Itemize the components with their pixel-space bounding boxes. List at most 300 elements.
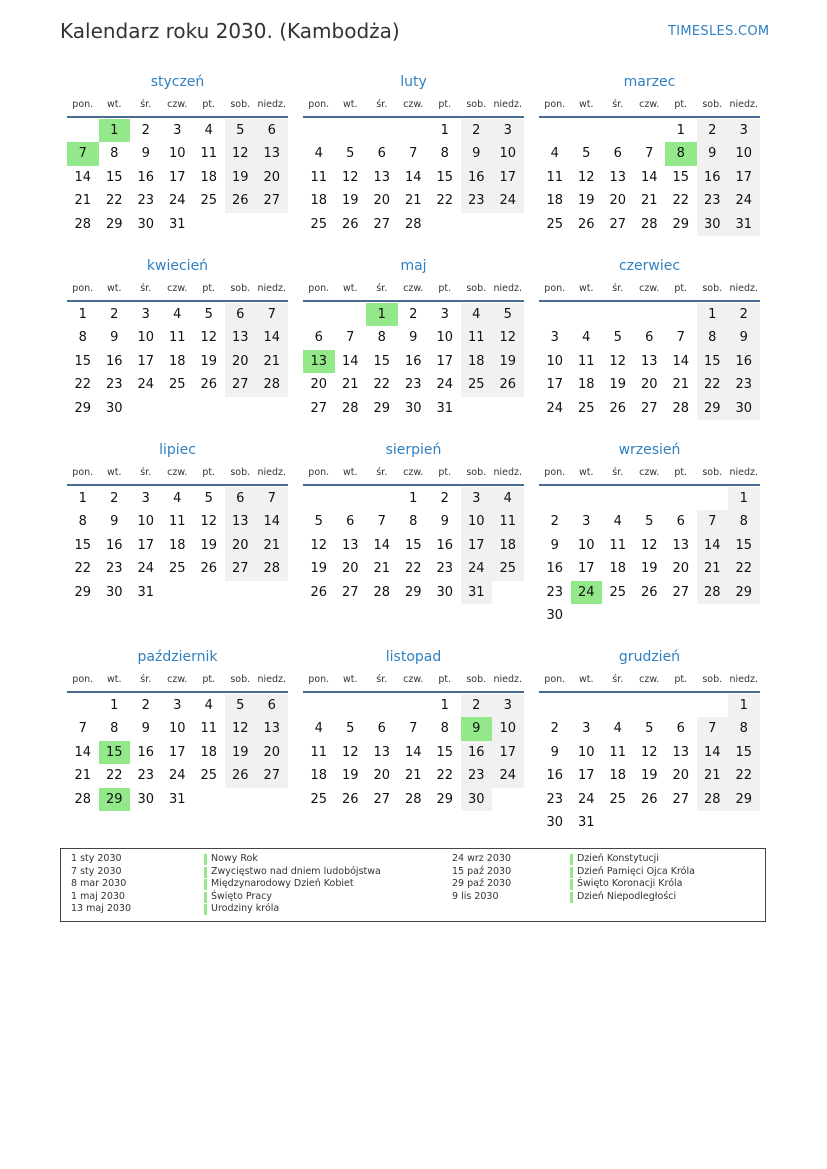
day-cell: 15: [436, 169, 454, 185]
empty-cell: [398, 694, 430, 717]
day-cell: 4: [173, 491, 182, 506]
day-cell: 22: [728, 764, 760, 787]
day-cell: 10: [577, 744, 595, 760]
day-cell: 1: [728, 487, 760, 510]
day-cell: 18: [577, 377, 595, 393]
empty-cell: [366, 694, 398, 717]
day-cell: 28: [341, 400, 359, 416]
weekday-label: wt.: [342, 283, 358, 294]
day-cell: 24: [168, 768, 186, 784]
day-cell: 6: [676, 514, 685, 530]
day-cell: 23: [105, 377, 123, 393]
day-cell: 21: [74, 768, 92, 784]
day-cell: 15: [74, 353, 92, 369]
header-divider: [539, 300, 760, 302]
day-cell: 14: [74, 744, 92, 760]
holiday-day-cell: 24: [571, 581, 603, 604]
legend-names-right: [570, 853, 695, 903]
day-cell: 27: [373, 791, 391, 807]
day-cell: 20: [672, 768, 690, 784]
day-cell: 11: [200, 721, 218, 737]
day-cell: 5: [204, 491, 213, 506]
weekday-header: [303, 462, 524, 484]
day-cell: 16: [697, 166, 729, 189]
day-cell: 28: [697, 581, 729, 604]
day-cell: 21: [74, 193, 92, 209]
day-cell: 14: [697, 741, 729, 764]
day-cell: 5: [204, 307, 213, 322]
legend-date: 24 wrz 2030: [452, 853, 511, 864]
day-cell: 25: [577, 400, 595, 416]
day-cell: 4: [582, 330, 591, 346]
day-cell: 10: [728, 142, 760, 165]
weekday-label: śr.: [140, 283, 152, 294]
day-cell: 3: [141, 491, 150, 506]
day-cell: 23: [546, 791, 564, 807]
day-cell: 31: [168, 216, 186, 232]
day-cell: 6: [645, 330, 654, 346]
day-cell: 9: [728, 326, 760, 349]
day-cell: 18: [461, 350, 493, 373]
day-cell: 30: [461, 788, 493, 811]
day-cell: 12: [640, 537, 658, 553]
weekday-label: śr.: [612, 99, 624, 110]
day-cell: 14: [697, 534, 729, 557]
day-cell: 13: [373, 169, 391, 185]
day-cell: 28: [256, 557, 288, 580]
day-cell: 13: [672, 537, 690, 553]
day-cell: 6: [256, 694, 288, 717]
month-block: [539, 254, 760, 420]
day-cell: 13: [609, 169, 627, 185]
day-cell: 2: [461, 119, 493, 142]
header-divider: [539, 691, 760, 693]
legend-holiday-name: Nowy Rok: [204, 853, 381, 866]
weekday-label: niedz.: [729, 99, 759, 110]
day-cell: 28: [373, 584, 391, 600]
empty-cell: [634, 119, 666, 142]
header-divider: [67, 691, 288, 693]
weekday-label: śr.: [376, 674, 388, 685]
month-block: [303, 70, 524, 236]
day-cell: 15: [373, 353, 391, 369]
weekday-label: wt.: [578, 674, 594, 685]
day-cell: 7: [377, 514, 386, 530]
day-cell: 6: [377, 146, 386, 162]
day-cell: 25: [609, 791, 627, 807]
day-cell: 12: [341, 169, 359, 185]
day-cell: 13: [256, 717, 288, 740]
weekday-label: sob.: [702, 467, 723, 478]
day-cell: 3: [582, 514, 591, 530]
day-cell: 19: [640, 768, 658, 784]
day-cell: 7: [256, 303, 288, 326]
day-cell: 28: [697, 788, 729, 811]
weekday-label: niedz.: [493, 283, 523, 294]
day-cell: 23: [105, 561, 123, 577]
day-cell: 17: [436, 353, 454, 369]
weekday-label: pon.: [72, 99, 94, 110]
empty-cell: [571, 694, 603, 717]
day-cell: 12: [225, 142, 257, 165]
weekday-label: niedz.: [257, 99, 287, 110]
day-cell: 21: [341, 377, 359, 393]
weekday-label: pon.: [308, 674, 330, 685]
weekday-label: pon.: [72, 674, 94, 685]
holiday-day-cell: 9: [461, 717, 493, 740]
day-cell: 11: [200, 146, 218, 162]
legend-holiday-name: Międzynarodowy Dzień Kobiet: [204, 878, 381, 891]
empty-cell: [303, 487, 335, 510]
day-cell: 18: [546, 193, 564, 209]
day-cell: 24: [492, 189, 524, 212]
day-cell: 20: [310, 377, 328, 393]
day-cell: 7: [256, 487, 288, 510]
day-cell: 12: [492, 326, 524, 349]
weekday-header: [539, 669, 760, 691]
weekday-header: [67, 278, 288, 300]
weekday-label: czw.: [639, 467, 660, 478]
day-cell: 16: [137, 169, 155, 185]
day-cell: 27: [672, 791, 690, 807]
month-name: sierpień: [385, 442, 442, 458]
day-cell: 23: [137, 768, 155, 784]
brand-link[interactable]: TIMESLES.COM: [668, 24, 770, 39]
day-cell: 7: [676, 330, 685, 346]
day-cell: 14: [672, 353, 690, 369]
day-cell: 9: [440, 514, 449, 530]
day-cell: 2: [409, 307, 418, 322]
empty-cell: [303, 119, 335, 142]
weekday-label: śr.: [140, 674, 152, 685]
day-cell: 19: [200, 537, 218, 553]
day-cell: 26: [200, 561, 218, 577]
weekday-header: [67, 94, 288, 116]
day-cell: 5: [225, 119, 257, 142]
weekday-header: [539, 278, 760, 300]
month-block: [67, 70, 288, 236]
days-grid: [303, 694, 524, 811]
weekday-label: czw.: [403, 467, 424, 478]
header-divider: [67, 300, 288, 302]
empty-cell: [602, 487, 634, 510]
weekday-label: pon.: [544, 99, 566, 110]
day-cell: 2: [550, 514, 559, 530]
month-name: lipiec: [159, 442, 196, 458]
day-cell: 6: [377, 721, 386, 737]
day-cell: 11: [461, 326, 493, 349]
weekday-label: wt.: [106, 467, 122, 478]
month-block: [539, 438, 760, 627]
day-cell: 15: [728, 741, 760, 764]
day-cell: 14: [256, 326, 288, 349]
day-cell: 15: [728, 534, 760, 557]
day-cell: 2: [440, 491, 449, 506]
day-cell: 31: [436, 400, 454, 416]
day-cell: 27: [225, 373, 257, 396]
day-cell: 30: [546, 607, 564, 623]
day-cell: 6: [676, 721, 685, 737]
day-cell: 25: [168, 377, 186, 393]
page-title: Kalendarz roku 2030. (Kambodża): [60, 19, 400, 43]
day-cell: 11: [546, 169, 564, 185]
weekday-label: pon.: [308, 99, 330, 110]
legend-holiday-name: Zwycięstwo nad dniem ludobójstwa: [204, 866, 381, 879]
weekday-label: czw.: [639, 99, 660, 110]
empty-cell: [335, 694, 367, 717]
day-cell: 15: [105, 169, 123, 185]
month-name: październik: [137, 649, 218, 665]
day-cell: 15: [74, 537, 92, 553]
day-cell: 26: [640, 791, 658, 807]
day-cell: 2: [697, 119, 729, 142]
day-cell: 9: [141, 146, 150, 162]
day-cell: 22: [74, 561, 92, 577]
empty-cell: [665, 694, 697, 717]
empty-cell: [303, 694, 335, 717]
day-cell: 29: [697, 397, 729, 420]
days-grid: [539, 487, 760, 627]
weekday-label: wt.: [342, 467, 358, 478]
legend-holiday-name: Dzień Konstytucji: [570, 853, 695, 866]
day-cell: 18: [609, 768, 627, 784]
weekday-label: pon.: [544, 467, 566, 478]
day-cell: 12: [640, 744, 658, 760]
day-cell: 12: [200, 330, 218, 346]
day-cell: 7: [409, 146, 418, 162]
day-cell: 18: [310, 768, 328, 784]
header-divider: [67, 116, 288, 118]
day-cell: 8: [377, 330, 386, 346]
day-cell: 24: [168, 193, 186, 209]
day-cell: 24: [137, 377, 155, 393]
weekday-label: czw.: [403, 283, 424, 294]
day-cell: 30: [546, 814, 564, 830]
day-cell: 26: [310, 584, 328, 600]
day-cell: 11: [492, 510, 524, 533]
day-cell: 2: [110, 307, 119, 322]
weekday-label: niedz.: [257, 467, 287, 478]
day-cell: 19: [609, 377, 627, 393]
day-cell: 29: [105, 216, 123, 232]
empty-cell: [335, 119, 367, 142]
day-cell: 11: [168, 514, 186, 530]
legend-date: 1 sty 2030: [71, 853, 122, 864]
day-cell: 23: [137, 193, 155, 209]
weekday-label: pon.: [308, 283, 330, 294]
day-cell: 4: [492, 487, 524, 510]
day-cell: 19: [577, 193, 595, 209]
empty-cell: [539, 303, 571, 326]
holiday-legend: [60, 848, 766, 922]
weekday-label: śr.: [612, 674, 624, 685]
day-cell: 26: [200, 377, 218, 393]
day-cell: 5: [582, 146, 591, 162]
day-cell: 18: [200, 744, 218, 760]
day-cell: 12: [609, 353, 627, 369]
day-cell: 29: [436, 791, 454, 807]
day-cell: 9: [550, 744, 559, 760]
empty-cell: [539, 694, 571, 717]
day-cell: 16: [728, 350, 760, 373]
legend-dates-right: [452, 853, 511, 903]
day-cell: 17: [577, 561, 595, 577]
day-cell: 31: [461, 581, 493, 604]
day-cell: 17: [577, 768, 595, 784]
day-cell: 7: [697, 717, 729, 740]
legend-holiday-name: Święto Koronacji Króla: [570, 878, 695, 891]
day-cell: 21: [697, 764, 729, 787]
legend-holiday-name: Dzień Pamięci Ojca Króla: [570, 866, 695, 879]
day-cell: 16: [105, 353, 123, 369]
day-cell: 2: [141, 698, 150, 713]
weekday-label: pt.: [674, 99, 688, 110]
day-cell: 18: [492, 534, 524, 557]
day-cell: 14: [640, 169, 658, 185]
empty-cell: [366, 119, 398, 142]
day-cell: 4: [613, 514, 622, 530]
day-cell: 22: [105, 768, 123, 784]
weekday-label: wt.: [106, 674, 122, 685]
day-cell: 20: [672, 561, 690, 577]
day-cell: 5: [645, 514, 654, 530]
day-cell: 1: [110, 698, 119, 713]
day-cell: 21: [697, 557, 729, 580]
weekday-label: pt.: [202, 99, 216, 110]
day-cell: 11: [310, 744, 328, 760]
empty-cell: [335, 303, 367, 326]
day-cell: 8: [110, 721, 119, 737]
weekday-label: pon.: [72, 467, 94, 478]
day-cell: 27: [609, 216, 627, 232]
header-divider: [539, 116, 760, 118]
day-cell: 30: [105, 584, 123, 600]
day-cell: 31: [577, 814, 595, 830]
weekday-label: śr.: [140, 467, 152, 478]
days-grid: [67, 694, 288, 811]
empty-cell: [335, 487, 367, 510]
day-cell: 6: [256, 119, 288, 142]
day-cell: 10: [168, 721, 186, 737]
day-cell: 13: [640, 353, 658, 369]
day-cell: 3: [492, 119, 524, 142]
day-cell: 2: [141, 123, 150, 138]
day-cell: 11: [609, 537, 627, 553]
day-cell: 6: [225, 303, 257, 326]
weekday-header: [539, 462, 760, 484]
day-cell: 29: [74, 400, 92, 416]
day-cell: 1: [409, 491, 418, 506]
holiday-day-cell: 29: [99, 788, 131, 811]
day-cell: 25: [310, 216, 328, 232]
weekday-label: czw.: [403, 99, 424, 110]
day-cell: 31: [728, 213, 760, 236]
weekday-label: pt.: [438, 99, 452, 110]
month-block: [67, 645, 288, 811]
day-cell: 30: [404, 400, 422, 416]
day-cell: 23: [697, 189, 729, 212]
weekday-label: wt.: [106, 283, 122, 294]
day-cell: 20: [373, 768, 391, 784]
weekday-header: [67, 669, 288, 691]
day-cell: 10: [137, 330, 155, 346]
weekday-label: sob.: [466, 674, 487, 685]
legend-date: 13 maj 2030: [71, 903, 132, 915]
day-cell: 16: [546, 561, 564, 577]
day-cell: 4: [314, 146, 323, 162]
day-cell: 19: [225, 166, 257, 189]
days-grid: [539, 303, 760, 420]
legend-date: 29 paź 2030: [452, 878, 512, 890]
day-cell: 15: [404, 537, 422, 553]
empty-cell: [366, 487, 398, 510]
empty-cell: [634, 694, 666, 717]
empty-cell: [539, 487, 571, 510]
month-name: czerwiec: [618, 258, 681, 274]
day-cell: 1: [440, 698, 449, 713]
day-cell: 11: [577, 353, 595, 369]
day-cell: 16: [105, 537, 123, 553]
day-cell: 17: [137, 537, 155, 553]
day-cell: 20: [373, 193, 391, 209]
day-cell: 8: [78, 330, 87, 346]
weekday-label: wt.: [578, 467, 594, 478]
day-cell: 10: [546, 353, 564, 369]
day-cell: 28: [672, 400, 690, 416]
day-cell: 30: [137, 791, 155, 807]
day-cell: 20: [256, 166, 288, 189]
day-cell: 22: [74, 377, 92, 393]
legend-names-left: [204, 853, 381, 916]
day-cell: 20: [256, 741, 288, 764]
day-cell: 10: [577, 537, 595, 553]
weekday-label: czw.: [639, 674, 660, 685]
weekday-label: sob.: [702, 99, 723, 110]
day-cell: 13: [341, 537, 359, 553]
weekday-label: pon.: [544, 674, 566, 685]
day-cell: 3: [461, 487, 493, 510]
day-cell: 21: [256, 534, 288, 557]
day-cell: 8: [728, 717, 760, 740]
day-cell: 28: [256, 373, 288, 396]
weekday-label: wt.: [342, 99, 358, 110]
day-cell: 23: [546, 584, 564, 600]
holiday-day-cell: 1: [99, 119, 131, 142]
day-cell: 19: [310, 561, 328, 577]
weekday-label: niedz.: [493, 467, 523, 478]
day-cell: 20: [341, 561, 359, 577]
day-cell: 7: [409, 721, 418, 737]
day-cell: 23: [728, 373, 760, 396]
legend-dates-left: [71, 853, 131, 916]
weekday-label: czw.: [639, 283, 660, 294]
header-divider: [539, 484, 760, 486]
day-cell: 28: [640, 216, 658, 232]
day-cell: 8: [697, 326, 729, 349]
day-cell: 27: [640, 400, 658, 416]
day-cell: 26: [341, 216, 359, 232]
weekday-label: śr.: [376, 99, 388, 110]
day-cell: 13: [373, 744, 391, 760]
empty-cell: [697, 487, 729, 510]
day-cell: 10: [436, 330, 454, 346]
day-cell: 9: [697, 142, 729, 165]
day-cell: 26: [225, 764, 257, 787]
day-cell: 18: [609, 561, 627, 577]
day-cell: 24: [546, 400, 564, 416]
day-cell: 28: [404, 791, 422, 807]
day-cell: 4: [314, 721, 323, 737]
